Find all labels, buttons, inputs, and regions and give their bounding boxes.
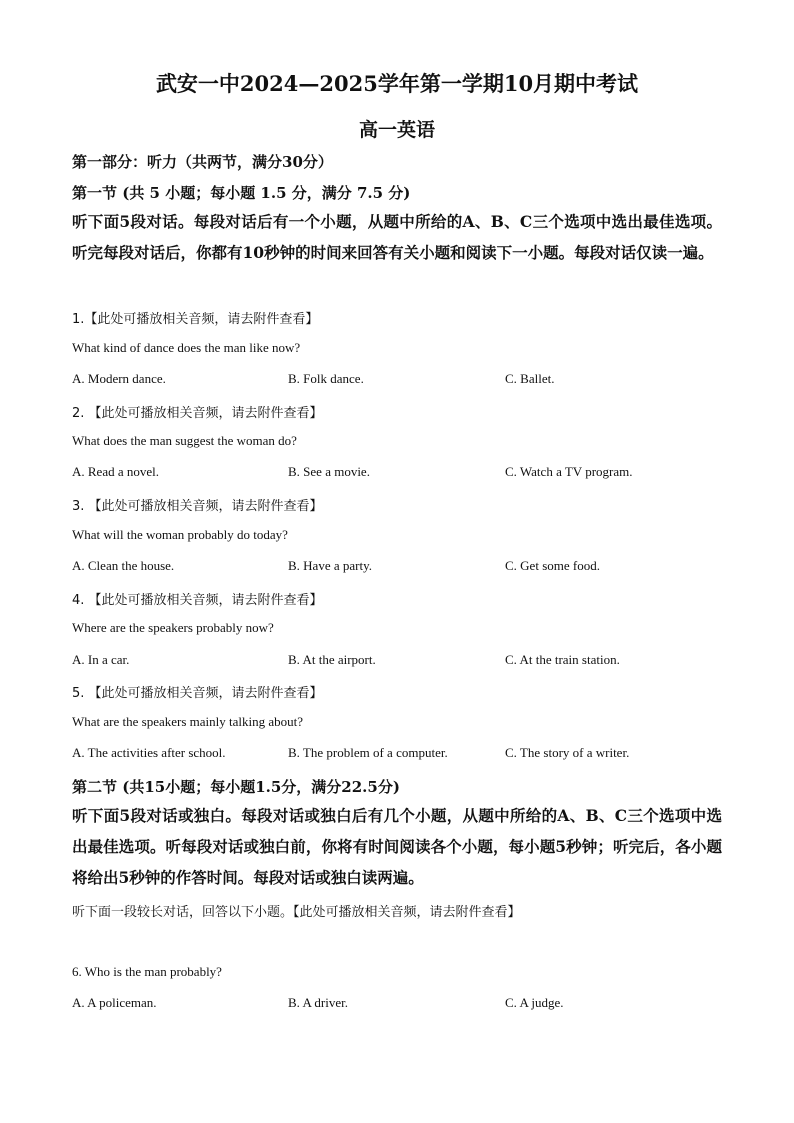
question-6-options xyxy=(72,995,732,1015)
question-5-option-c: C. The story of a writer. xyxy=(505,745,630,760)
question-4-text: Where are the speakers probably now? xyxy=(72,620,274,635)
question-5-options xyxy=(72,745,732,765)
question-6-option-a: A. A policeman. xyxy=(72,995,157,1010)
question-2-option-c: C. Watch a TV program. xyxy=(505,464,633,479)
question-2-audio[interactable]: 2. 【此处可播放相关音频，请去附件查看】 xyxy=(72,406,323,421)
question-5-audio[interactable]: 5. 【此处可播放相关音频，请去附件查看】 xyxy=(72,686,323,701)
question-4-option-c: C. At the train station. xyxy=(505,652,620,667)
section1-heading: 第一节 (共 5 小题；每小题 1.5 分，满分 7.5 分) xyxy=(72,184,411,202)
section2-instructions: 听下面5段对话或独白。每段对话或独白后有几个小题，从题中所给的A、B、C三个选项中选出最佳选项。听每段对话或独白前，你将有时间阅读各个小题，每小题5秒钟；听完后，各小题将给出5秒钟的作答时间。每段对话或独白读两遍。 xyxy=(72,806,722,887)
question-4-options xyxy=(72,652,732,672)
question-2-options xyxy=(72,464,732,484)
exam-subtitle: 高一英语 xyxy=(358,119,435,141)
question-4-option-a: A. In a car. xyxy=(72,652,130,667)
question-1-text: What kind of dance does the man like now? xyxy=(72,340,301,355)
section2-audio-note[interactable]: 听下面一段较长对话，回答以下小题。【此处可播放相关音频，请去附件查看】 xyxy=(72,905,521,920)
question-3-option-b: B. Have a party. xyxy=(288,558,372,573)
question-6-text: 6. Who is the man probably? xyxy=(72,964,222,979)
part1-heading: 第一部分：听力（共两节，满分30分） xyxy=(72,153,333,171)
question-3-audio[interactable]: 3. 【此处可播放相关音频，请去附件查看】 xyxy=(72,499,323,514)
question-3-text: What will the woman probably do today? xyxy=(72,527,288,542)
question-4-audio[interactable]: 4. 【此处可播放相关音频，请去附件查看】 xyxy=(72,593,323,608)
question-1-options xyxy=(72,371,732,391)
question-2-option-b: B. See a movie. xyxy=(288,464,370,479)
question-5-option-b: B. The problem of a computer. xyxy=(288,745,448,760)
question-1-option-b: B. Folk dance. xyxy=(288,371,364,386)
question-2-text: What does the man suggest the woman do? xyxy=(72,433,297,448)
section2-heading: 第二节 (共15小题；每小题1.5分，满分22.5分) xyxy=(72,778,400,796)
question-1-audio[interactable]: 1.【此处可播放相关音频，请去附件查看】 xyxy=(72,312,319,327)
question-5-option-a: A. The activities after school. xyxy=(72,745,226,760)
question-3-option-a: A. Clean the house. xyxy=(72,558,175,573)
question-3-options xyxy=(72,558,732,578)
question-5-text: What are the speakers mainly talking about? xyxy=(72,714,304,729)
question-4-option-b: B. At the airport. xyxy=(288,652,376,667)
question-1-option-c: C. Ballet. xyxy=(505,371,555,386)
section1-instructions: 听下面5段对话。每段对话后有一个小题，从题中所给的A、B、C三个选项中选出最佳选项。听完每段对话后，你都有10秒钟的时间来回答有关小题和阅读下一小题。每段对话仅读一遍。 xyxy=(72,212,722,262)
question-6-option-b: B. A driver. xyxy=(288,995,348,1010)
question-1-option-a: A. Modern dance. xyxy=(72,371,166,386)
question-2-option-a: A. Read a novel. xyxy=(72,464,160,479)
question-6-option-c: C. A judge. xyxy=(505,995,564,1010)
exam-title: 武安一中2024—2025学年第一学期10月期中考试 xyxy=(155,71,639,96)
question-3-option-c: C. Get some food. xyxy=(505,558,600,573)
